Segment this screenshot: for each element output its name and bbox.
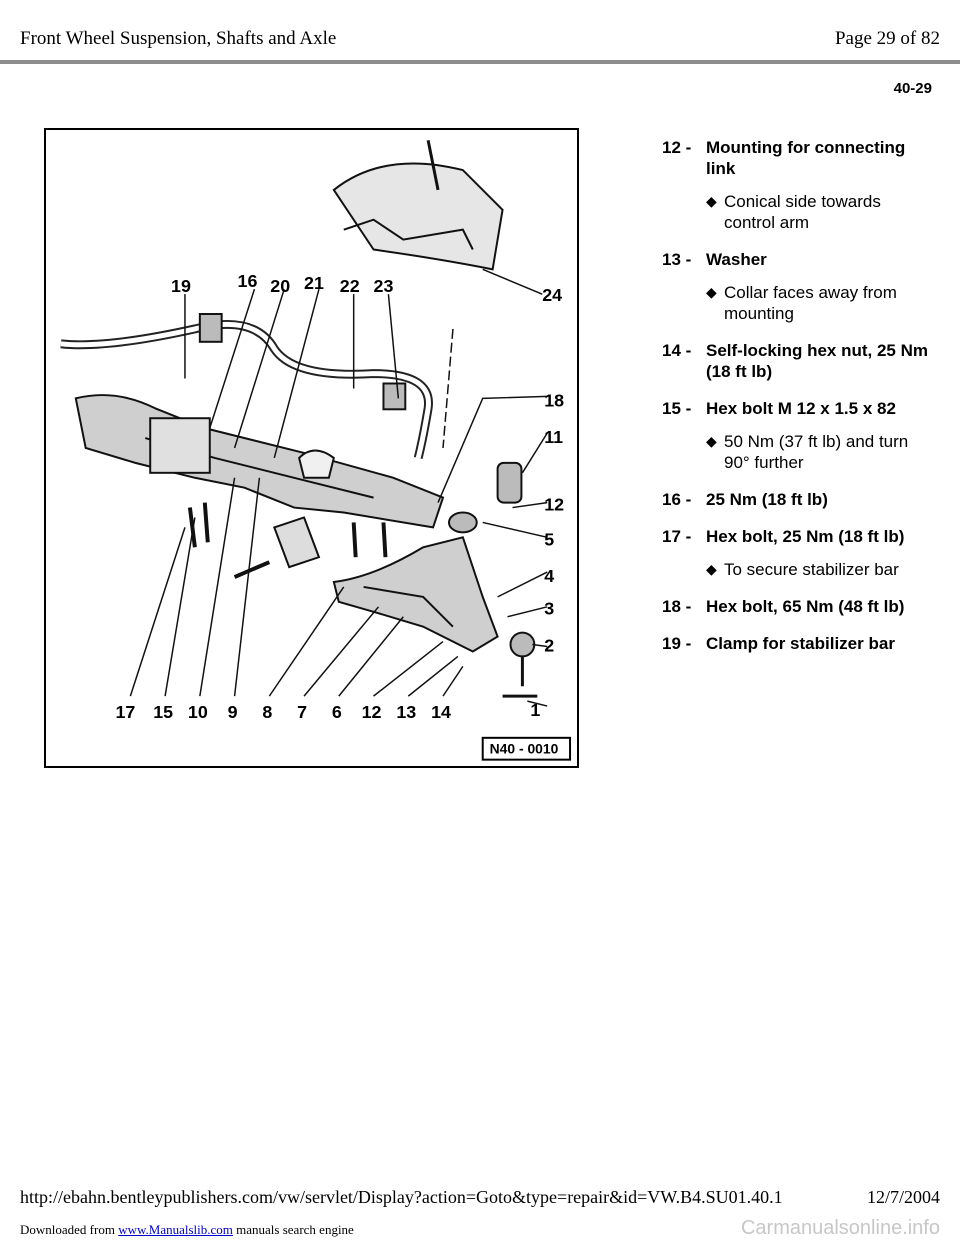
callout-label: 19: [171, 276, 191, 297]
callout-label: 16: [237, 271, 258, 292]
part-number: 14 -: [662, 341, 692, 360]
part-number: 19 -: [662, 634, 692, 653]
callout-label: 18: [544, 390, 565, 411]
part-description: Mounting for connecting link: [706, 138, 906, 178]
part-item-13: [662, 249, 932, 270]
part-note: ◆ 50 Nm (37 ft lb) and turn 90° further: [706, 432, 909, 472]
part-number: 16 -: [662, 490, 692, 509]
part-item-19: [662, 633, 932, 654]
callout-label: 12: [361, 701, 382, 722]
source-url: http://ebahn.bentleypublishers.com/vw/servlet/Display?action=Goto&type=repair&id=VW.B4.SU01.40.1: [20, 1187, 783, 1207]
callout-label: 15: [153, 701, 174, 722]
part-item-15: [662, 398, 932, 419]
parts-list: [662, 137, 932, 670]
part-note: ◆ To secure stabilizer bar: [706, 560, 899, 579]
part-note: ◆ Collar faces away from mounting: [706, 283, 897, 323]
download-credit: Downloaded from www.Manualslib.com manuals search engine: [20, 1222, 354, 1237]
callout-label: 22: [339, 276, 360, 297]
header-rule: [0, 60, 960, 64]
diamond-bullet-icon: ◆: [706, 433, 717, 449]
callout-label: 10: [187, 701, 208, 722]
suspension-diagram: [44, 128, 579, 768]
part-description: Self-locking hex nut, 25 Nm (18 ft lb): [706, 341, 928, 381]
part-number: 15 -: [662, 399, 692, 418]
print-date: 12/7/2004: [866, 1187, 940, 1207]
callout-label: 21: [304, 273, 324, 294]
section-number: 40-29: [893, 80, 932, 97]
callout-label: 23: [373, 276, 394, 297]
part-number: 18 -: [662, 597, 692, 616]
part-item-12: [662, 137, 932, 179]
watermark-logo: Carmanualsonline.info: [740, 1217, 940, 1239]
part-item-16: [662, 489, 932, 510]
part-item-18: [662, 596, 932, 617]
part-item-14: [662, 340, 932, 382]
part-item-17: [662, 526, 932, 547]
callout-label: 17: [115, 701, 136, 722]
part-description: Hex bolt, 25 Nm (18 ft lb): [706, 527, 905, 546]
part-number: 17 -: [662, 527, 692, 546]
diamond-bullet-icon: ◆: [706, 284, 717, 300]
manualslib-link[interactable]: www.Manualslib.com: [118, 1222, 233, 1237]
part-description: Hex bolt, 65 Nm (48 ft lb): [706, 597, 905, 616]
callout-label: 14: [431, 701, 451, 722]
document-title: Front Wheel Suspension, Shafts and Axle: [20, 28, 337, 49]
callout-label: 24: [542, 285, 563, 306]
callout-label: 9: [227, 701, 238, 722]
callout-label: 20: [270, 276, 291, 297]
callout-label: 1: [530, 699, 541, 720]
part-description: Washer: [706, 250, 767, 269]
diamond-bullet-icon: ◆: [706, 193, 717, 209]
part-description: Hex bolt M 12 x 1.5 x 82: [706, 399, 896, 418]
callout-label: 2: [544, 635, 555, 656]
part-description: 25 Nm (18 ft lb): [706, 490, 828, 509]
callout-label: 12: [544, 494, 565, 515]
part-number: 13 -: [662, 250, 692, 269]
part-description: Clamp for stabilizer bar: [706, 634, 895, 653]
callout-label: 7: [297, 701, 308, 722]
callout-label: 4: [544, 565, 555, 586]
part-note: ◆ Conical side towards control arm: [706, 192, 881, 232]
callout-label: 8: [262, 701, 273, 722]
callout-label: 11: [544, 427, 564, 448]
callout-label: 3: [544, 598, 555, 619]
callout-label: 13: [396, 701, 417, 722]
callout-label: 5: [544, 529, 555, 550]
part-number: 12 -: [662, 138, 692, 157]
callout-label: 6: [331, 701, 342, 722]
page-number: Page 29 of 82: [834, 28, 940, 49]
figure-code: N40 - 0010: [489, 740, 559, 757]
diamond-bullet-icon: ◆: [706, 561, 717, 577]
